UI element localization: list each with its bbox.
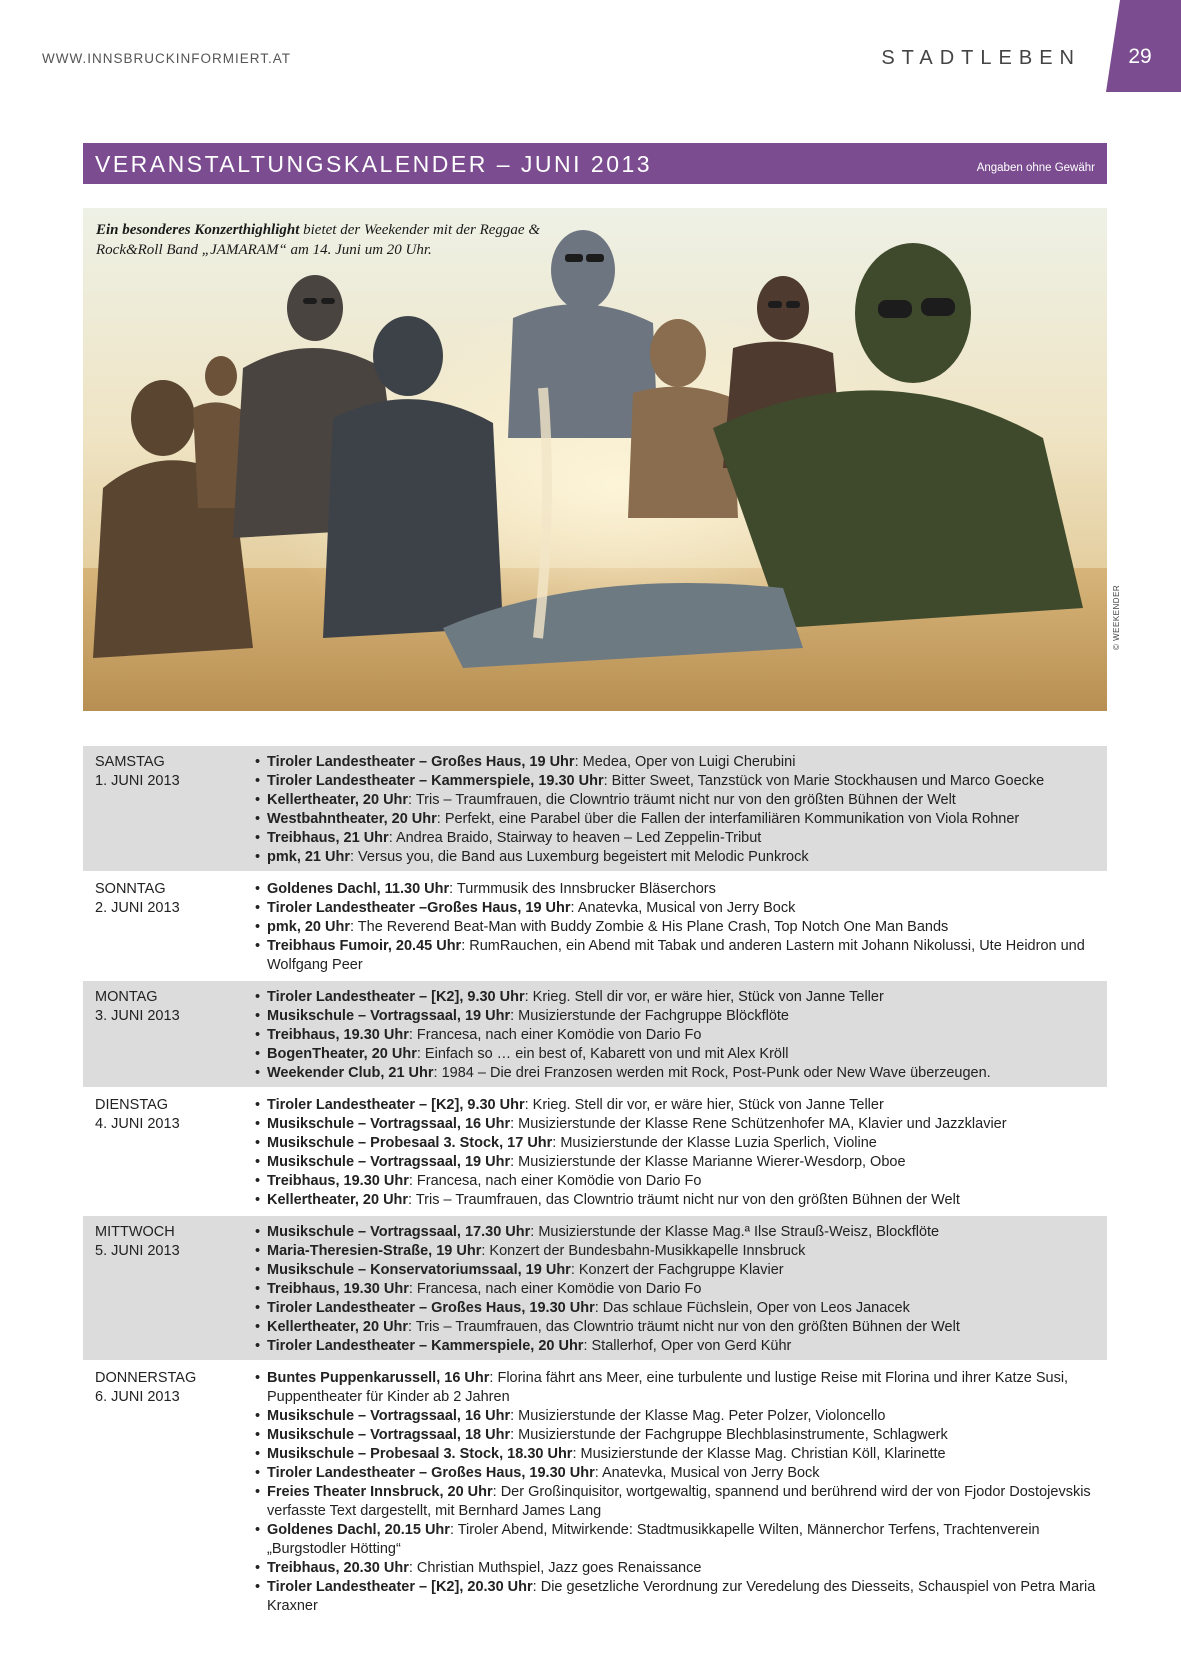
photo-caption-text: bietet der Weekender mit der Reggae & Rock&Roll Band „JAMARAM“ am 14. Juni um 20 Uhr. — [96, 222, 541, 258]
event-venue-time: Tiroler Landestheater – [K2], 9.30 Uhr — [267, 1097, 525, 1113]
event-description: : Anatevka, Musical von Jerry Bock — [570, 900, 796, 916]
weekday: DIENSTAG — [95, 1097, 169, 1113]
event-item — [255, 1559, 1107, 1578]
event-item — [255, 1115, 1107, 1134]
event-item — [255, 1191, 1107, 1210]
event-venue-time: Musikschule – Vortragssaal, 16 Uhr — [267, 1408, 511, 1424]
event-venue-time: Westbahntheater, 20 Uhr — [267, 811, 437, 827]
event-venue-time: Goldenes Dachl, 11.30 Uhr — [267, 881, 450, 897]
event-venue-time: Musikschule – Vortragssaal, 19 Uhr — [267, 1154, 511, 1170]
day-label — [95, 1096, 255, 1210]
event-description: : Musizierstunde der Fachgruppe Blechblasinstrumente, Schlagwerk — [510, 1427, 948, 1443]
event-description: : Musizierstunde der Klasse Mag. Christian Köll, Klarinette — [572, 1446, 946, 1462]
event-description: : Andrea Braido, Stairway to heaven – Led Zeppelin-Tribut — [388, 830, 762, 846]
event-item — [255, 1369, 1107, 1407]
event-venue-time: Freies Theater Innsbruck, 20 Uhr — [267, 1484, 493, 1500]
event-venue-time: Tiroler Landestheater – Großes Haus, 19.30 Uhr — [267, 1465, 595, 1481]
event-item — [255, 810, 1107, 829]
event-item — [255, 1064, 1107, 1083]
event-item — [255, 1026, 1107, 1045]
day-row — [83, 1216, 1107, 1360]
event-description: : Florina fährt ans Meer, eine turbulente und lustige Reise mit Florina und ihrer Katze Susi, Puppentheater für Kinder ab 2 Jahren — [267, 1370, 1069, 1405]
event-item — [255, 1318, 1107, 1337]
event-venue-time: Musikschule – Probesaal 3. Stock, 18.30 Uhr — [267, 1446, 573, 1462]
event-item — [255, 988, 1107, 1007]
event-description: : Musizierstunde der Klasse Luzia Sperlich, Violine — [552, 1135, 877, 1151]
event-description: : Musizierstunde der Fachgruppe Blöckflöte — [510, 1008, 789, 1024]
event-venue-time: Maria-Theresien-Straße, 19 Uhr — [267, 1243, 482, 1259]
event-venue-time: Buntes Puppenkarussell, 16 Uhr — [267, 1370, 490, 1386]
event-venue-time: Treibhaus, 19.30 Uhr — [267, 1281, 409, 1297]
event-item — [255, 918, 1107, 937]
event-item — [255, 1242, 1107, 1261]
event-item — [255, 772, 1107, 791]
event-item — [255, 1172, 1107, 1191]
event-description: : Bitter Sweet, Tanzstück von Marie Stockhausen und Marco Goecke — [603, 773, 1045, 789]
event-list — [255, 988, 1107, 1083]
event-venue-time: Treibhaus, 19.30 Uhr — [267, 1173, 409, 1189]
event-venue-time: Tiroler Landestheater – Kammerspiele, 20 Uhr — [267, 1338, 584, 1354]
event-venue-time: Tiroler Landestheater – [K2], 9.30 Uhr — [267, 989, 525, 1005]
calendar-title-bar — [83, 143, 1107, 184]
event-item — [255, 1337, 1107, 1356]
event-venue-time: Goldenes Dachl, 20.15 Uhr — [267, 1522, 450, 1538]
event-description: : Einfach so … ein best of, Kabarett von und mit Alex Kröll — [416, 1046, 789, 1062]
event-list — [255, 1096, 1107, 1210]
event-item — [255, 1134, 1107, 1153]
event-description: : Stallerhof, Oper von Gerd Kühr — [583, 1338, 792, 1354]
event-item — [255, 1261, 1107, 1280]
event-venue-time: BogenTheater, 20 Uhr — [267, 1046, 417, 1062]
event-description: : Musizierstunde der Klasse Mag.ª Ilse Strauß-Weisz, Blockflöte — [530, 1224, 940, 1240]
event-description: : Krieg. Stell dir vor, er wäre hier, Stück von Janne Teller — [524, 989, 884, 1005]
event-venue-time: Musikschule – Probesaal 3. Stock, 17 Uhr — [267, 1135, 553, 1151]
event-list — [255, 1369, 1107, 1616]
event-list — [255, 880, 1107, 975]
day-label — [95, 753, 255, 867]
event-venue-time: Kellertheater, 20 Uhr — [267, 792, 409, 808]
event-description: : Konzert der Bundesbahn-Musikkapelle Innsbruck — [481, 1243, 806, 1259]
event-item — [255, 1445, 1107, 1464]
event-item — [255, 1045, 1107, 1064]
weekday: DONNERSTAG — [95, 1370, 197, 1386]
event-description: : Der Großinquisitor, wortgewaltig, spannend und berührend wird der von Fjodor Dostojevskis verfasste Text dargestellt, mit Bernhard James Lang — [267, 1484, 1091, 1519]
event-venue-time: pmk, 20 Uhr — [267, 919, 350, 935]
event-venue-time: Tiroler Landestheater – Kammerspiele, 19.30 Uhr — [267, 773, 604, 789]
event-venue-time: Treibhaus, 19.30 Uhr — [267, 1027, 409, 1043]
event-description: : Krieg. Stell dir vor, er wäre hier, Stück von Janne Teller — [524, 1097, 884, 1113]
band-photo — [83, 208, 1107, 711]
event-description: : Tris – Traumfrauen, das Clowntrio träumt nicht nur von den größten Bühnen der Welt — [408, 1319, 960, 1335]
event-venue-time: Musikschule – Konservatoriumssaal, 19 Uhr — [267, 1262, 571, 1278]
day-label — [95, 1369, 255, 1616]
event-description: : Francesa, nach einer Komödie von Dario Fo — [408, 1027, 702, 1043]
event-description: : 1984 – Die drei Franzosen werden mit Rock, Post-Punk oder New Wave überzeugen. — [433, 1065, 991, 1081]
event-item — [255, 1096, 1107, 1115]
event-description: : Musizierstunde der Klasse Rene Schützenhofer MA, Klavier und Jazzklavier — [510, 1116, 1007, 1132]
event-description: : Anatevka, Musical von Jerry Bock — [594, 1465, 820, 1481]
event-description: : Tris – Traumfrauen, das Clowntrio träumt nicht nur von den größten Bühnen der Welt — [408, 1192, 960, 1208]
event-venue-time: Kellertheater, 20 Uhr — [267, 1192, 409, 1208]
day-label — [95, 1223, 255, 1356]
event-description: : Francesa, nach einer Komödie von Dario Fo — [408, 1173, 702, 1189]
section-name: STADTLEBEN — [881, 47, 1081, 69]
weekday: SAMSTAG — [95, 754, 165, 770]
event-item — [255, 937, 1107, 975]
event-description: : Tiroler Abend, Mitwirkende: Stadtmusikkapelle Wilten, Männerchor Terfens, Trachtenverein „Burgstodler Hötting“ — [267, 1522, 1040, 1557]
event-venue-time: pmk, 21 Uhr — [267, 849, 350, 865]
event-item — [255, 1426, 1107, 1445]
site-url: WWW.INNSBRUCKINFORMIERT.AT — [42, 51, 291, 66]
photo-caption-highlight: Ein besonderes Konzerthighlight — [96, 222, 300, 238]
event-description: : Musizierstunde der Klasse Marianne Wierer-Wesdorp, Oboe — [510, 1154, 906, 1170]
weekday: SONNTAG — [95, 881, 166, 897]
event-list — [255, 1223, 1107, 1356]
event-description: : Francesa, nach einer Komödie von Dario Fo — [408, 1281, 702, 1297]
day-row — [83, 873, 1107, 979]
event-calendar — [83, 746, 1107, 1620]
event-item — [255, 1407, 1107, 1426]
event-venue-time: Tiroler Landestheater – Großes Haus, 19.30 Uhr — [267, 1300, 595, 1316]
event-venue-time: Musikschule – Vortragssaal, 17.30 Uhr — [267, 1224, 531, 1240]
event-venue-time: Tiroler Landestheater – [K2], 20.30 Uhr — [267, 1579, 533, 1595]
event-venue-time: Musikschule – Vortragssaal, 19 Uhr — [267, 1008, 511, 1024]
event-item — [255, 791, 1107, 810]
day-label — [95, 988, 255, 1083]
event-description: : Das schlaue Füchslein, Oper von Leos Janacek — [594, 1300, 910, 1316]
event-item — [255, 848, 1107, 867]
event-item — [255, 1007, 1107, 1026]
date: 6. JUNI 2013 — [95, 1389, 180, 1405]
event-description: : Christian Muthspiel, Jazz goes Renaissance — [408, 1560, 702, 1576]
event-item — [255, 1578, 1107, 1616]
event-venue-time: Tiroler Landestheater –Großes Haus, 19 Uhr — [267, 900, 571, 916]
event-item — [255, 899, 1107, 918]
event-description: : Musizierstunde der Klasse Mag. Peter Polzer, Violoncello — [510, 1408, 886, 1424]
event-item — [255, 753, 1107, 772]
event-item — [255, 1299, 1107, 1318]
event-description: : Turmmusik des Innsbrucker Bläserchors — [449, 881, 716, 897]
event-venue-time: Musikschule – Vortragssaal, 16 Uhr — [267, 1116, 511, 1132]
event-item — [255, 829, 1107, 848]
event-description: : The Reverend Beat-Man with Buddy Zombie & His Plane Crash, Top Notch One Man Bands — [350, 919, 949, 935]
event-item — [255, 1521, 1107, 1559]
weekday: MITTWOCH — [95, 1224, 175, 1240]
date: 3. JUNI 2013 — [95, 1008, 180, 1024]
day-row — [83, 1362, 1107, 1620]
event-list — [255, 753, 1107, 867]
event-item — [255, 880, 1107, 899]
date: 2. JUNI 2013 — [95, 900, 180, 916]
photo-caption — [96, 220, 556, 260]
date: 4. JUNI 2013 — [95, 1116, 180, 1132]
event-description: : Konzert der Fachgruppe Klavier — [570, 1262, 784, 1278]
event-venue-time: Kellertheater, 20 Uhr — [267, 1319, 409, 1335]
event-venue-time: Treibhaus Fumoir, 20.45 Uhr — [267, 938, 462, 954]
event-description: : Medea, Oper von Luigi Cherubini — [574, 754, 796, 770]
date: 1. JUNI 2013 — [95, 773, 180, 789]
disclaimer: Angaben ohne Gewähr — [976, 162, 1095, 174]
event-description: : RumRauchen, ein Abend mit Tabak und anderen Lastern mit Johann Nikolussi, Ute Heidron und Wolfgang Peer — [267, 938, 1085, 973]
event-item — [255, 1153, 1107, 1172]
calendar-title: VERANSTALTUNGSKALENDER – JUNI 2013 — [95, 151, 653, 177]
event-venue-time: Treibhaus, 20.30 Uhr — [267, 1560, 409, 1576]
event-description: : Die gesetzliche Verordnung zur Veredelung des Diesseits, Schauspiel von Petra Maria Kraxner — [267, 1579, 1096, 1614]
event-item — [255, 1280, 1107, 1299]
day-row — [83, 1089, 1107, 1214]
event-venue-time: Treibhaus, 21 Uhr — [267, 830, 389, 846]
photo-credit: © WEEKENDER — [1112, 584, 1121, 650]
date: 5. JUNI 2013 — [95, 1243, 180, 1259]
event-description: : Perfekt, eine Parabel über die Fallen der interfamiliären Kommunikation von Viola Rohner — [436, 811, 1020, 827]
event-item — [255, 1464, 1107, 1483]
band-photo-image — [83, 208, 1107, 711]
day-row — [83, 981, 1107, 1087]
event-description: : Versus you, die Band aus Luxemburg begeistert mit Melodic Punkrock — [350, 849, 809, 865]
event-venue-time: Musikschule – Vortragssaal, 18 Uhr — [267, 1427, 511, 1443]
event-venue-time: Tiroler Landestheater – Großes Haus, 19 Uhr — [267, 754, 575, 770]
event-item — [255, 1223, 1107, 1242]
event-description: : Tris – Traumfrauen, die Clowntrio träumt nicht nur von den größten Bühnen der Welt — [408, 792, 956, 808]
event-item — [255, 1483, 1107, 1521]
day-label — [95, 880, 255, 975]
event-venue-time: Weekender Club, 21 Uhr — [267, 1065, 434, 1081]
weekday: MONTAG — [95, 989, 158, 1005]
day-row — [83, 746, 1107, 871]
page-number: 29 — [1128, 45, 1152, 68]
